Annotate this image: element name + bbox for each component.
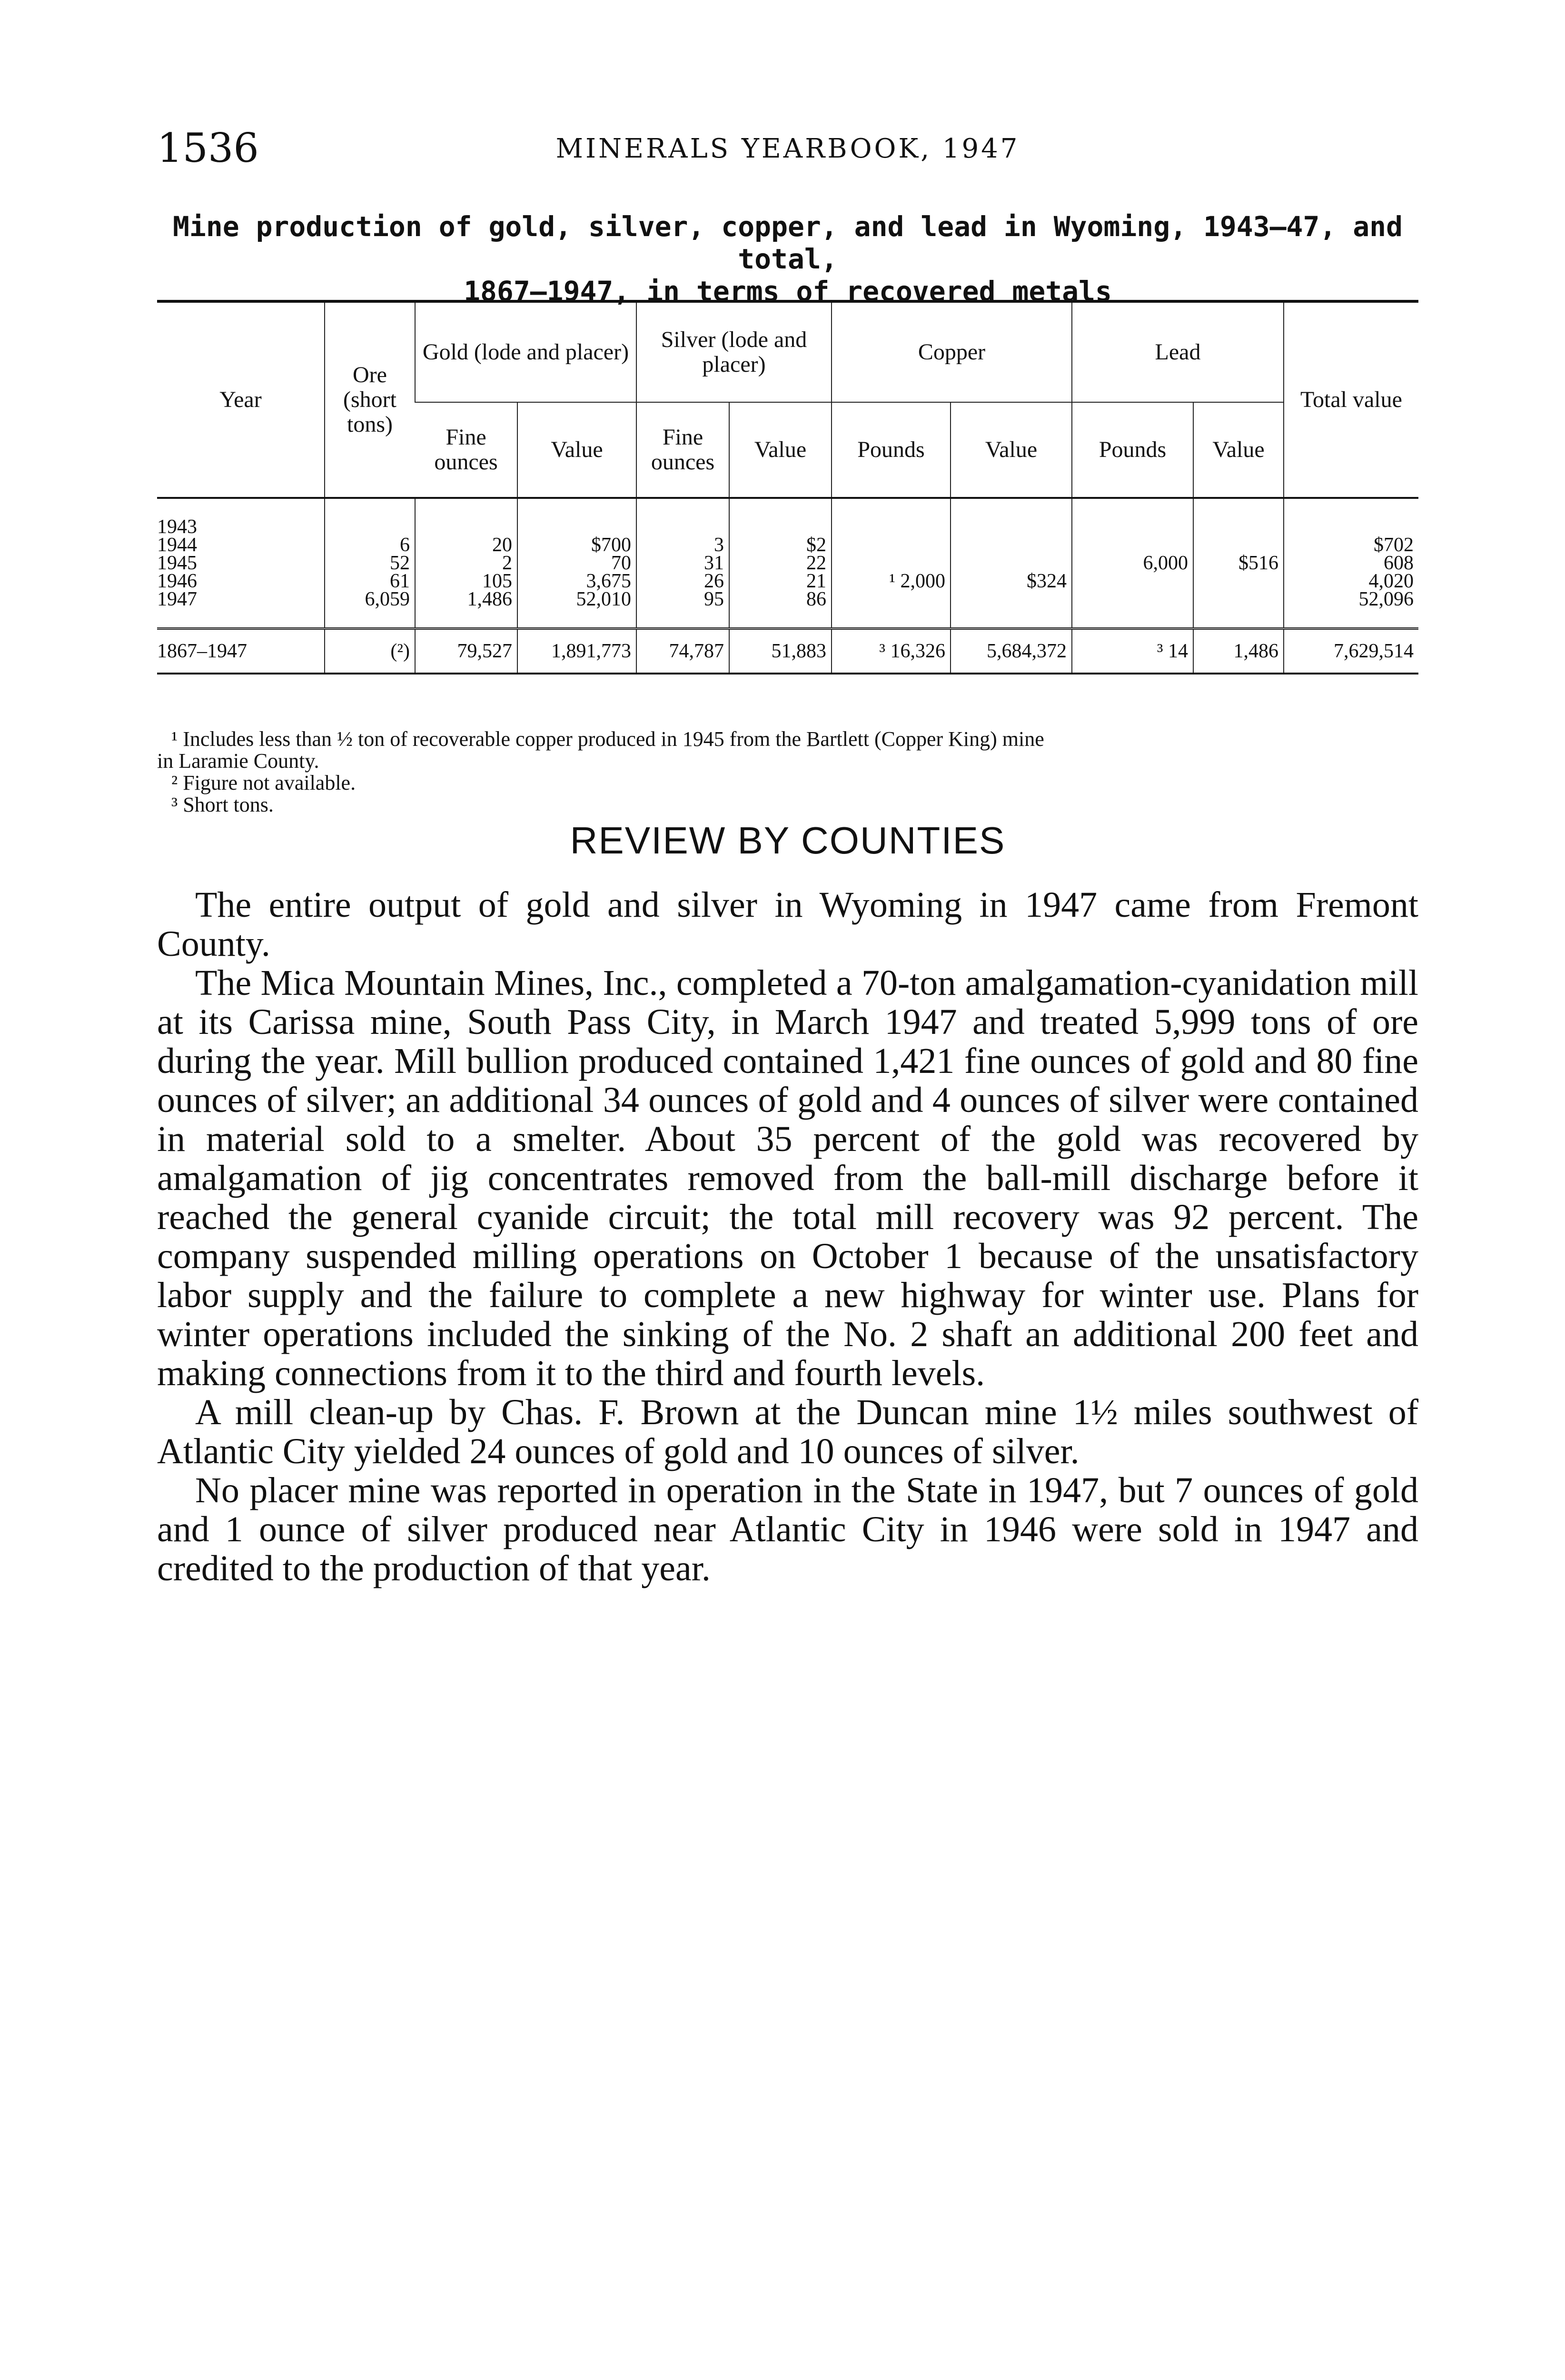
paragraph: No placer mine was reported in operation in the State in 1947, but 7 ounces of gold and 1 ounce of silver produced near Atlantic City in 1946 were sold in 1947 and credited to the production of that year.: [157, 1470, 1418, 1588]
table-total-row: 1867–1947 (²) 79,527 1,891,773 74,787 51,883 ³ 16,326 5,684,372 ³ 14 1,486 7,629,514: [157, 629, 1418, 674]
table-footnotes: [157, 728, 1418, 816]
footnote-3: ³ Short tons.: [171, 793, 274, 816]
paragraph: A mill clean-up by Chas. F. Brown at the Duncan mine 1½ miles southwest of Atlantic City yielded 24 ounces of gold and 10 ounces of silver.: [157, 1392, 1418, 1471]
table-row: 1944 6 20 $700 3 $2 $702: [157, 536, 1418, 554]
header-gold-fine-ounces: Fine ounces: [415, 402, 517, 498]
header-silver-value: Value: [729, 402, 832, 498]
section-heading: REVIEW BY COUNTIES: [570, 819, 1006, 862]
footnote-1: ¹ Includes less than ½ ton of recoverable copper produced in 1945 from the Bartlett (Copper King) mine: [171, 727, 1044, 751]
body-text: [157, 885, 1418, 1588]
header-ore: Ore (short tons): [325, 301, 415, 498]
page-header: [157, 125, 1418, 177]
header-lead: Lead: [1072, 301, 1284, 402]
running-head: MINERALS YEARBOOK, 1947: [555, 133, 1020, 164]
paragraph: The entire output of gold and silver in Wyoming in 1947 came from Fremont County.: [157, 885, 1418, 964]
header-copper: Copper: [832, 301, 1072, 402]
header-copper-value: Value: [951, 402, 1072, 498]
table-row: 1945 52 2 70 31 22 6,000 $516 608: [157, 554, 1418, 572]
footnote-2: ² Figure not available.: [171, 771, 356, 794]
table-title-line-1: Mine production of gold, silver, copper, and lead in Wyoming, 1943–47, and total,: [172, 210, 1403, 275]
paragraph: The Mica Mountain Mines, Inc., completed a 70-ton amalgamation-cyanidation mill at its Carissa mine, South Pass City, in March 1947 and treated 5,999 tons of ore during the year. Mill bullion produced contained 1,421 fine ounces of gold and 80 fine ounces of silver; an additional 34 ounces of gold and 4 ounces of silver were contained in material sold to a smelter. About 35 percent of the gold was recovered by amalgamation of jig concentrates removed from the ball-mill discharge before it reached the general cyanide circuit; the total mill recovery was 92 percent. The company suspended milling operations on October 1 because of the unsatisfactory labor supply and the failure to complete a new highway for winter use. Plans for winter operations included the sinking of the No. 2 shaft an additional 200 feet and making connections from it to the third and fourth levels.: [157, 963, 1418, 1393]
header-lead-pounds: Pounds: [1072, 402, 1193, 498]
page-number: 1536: [157, 125, 259, 171]
table-row: 1947 6,059 1,486 52,010 95 86 52,096: [157, 590, 1418, 608]
table-title: [157, 210, 1418, 307]
production-table: [157, 300, 1418, 674]
header-gold-value: Value: [517, 402, 636, 498]
header-year: Year: [157, 301, 325, 498]
header-lead-value: Value: [1193, 402, 1284, 498]
header-gold: Gold (lode and placer): [415, 301, 636, 402]
header-copper-pounds: Pounds: [832, 402, 951, 498]
header-total-value: Total value: [1284, 301, 1418, 498]
header-silver-fine-ounces: Fine ounces: [636, 402, 729, 498]
table-title-line-2: 1867–1947, in terms of recovered metals: [464, 275, 1112, 307]
table-row: 1946 61 105 3,675 26 21 ¹ 2,000 $324 4,020: [157, 572, 1418, 590]
header-silver: Silver (lode and placer): [636, 301, 832, 402]
table-row: 1943: [157, 518, 1418, 536]
footnote-1-cont: in Laramie County.: [157, 749, 319, 773]
